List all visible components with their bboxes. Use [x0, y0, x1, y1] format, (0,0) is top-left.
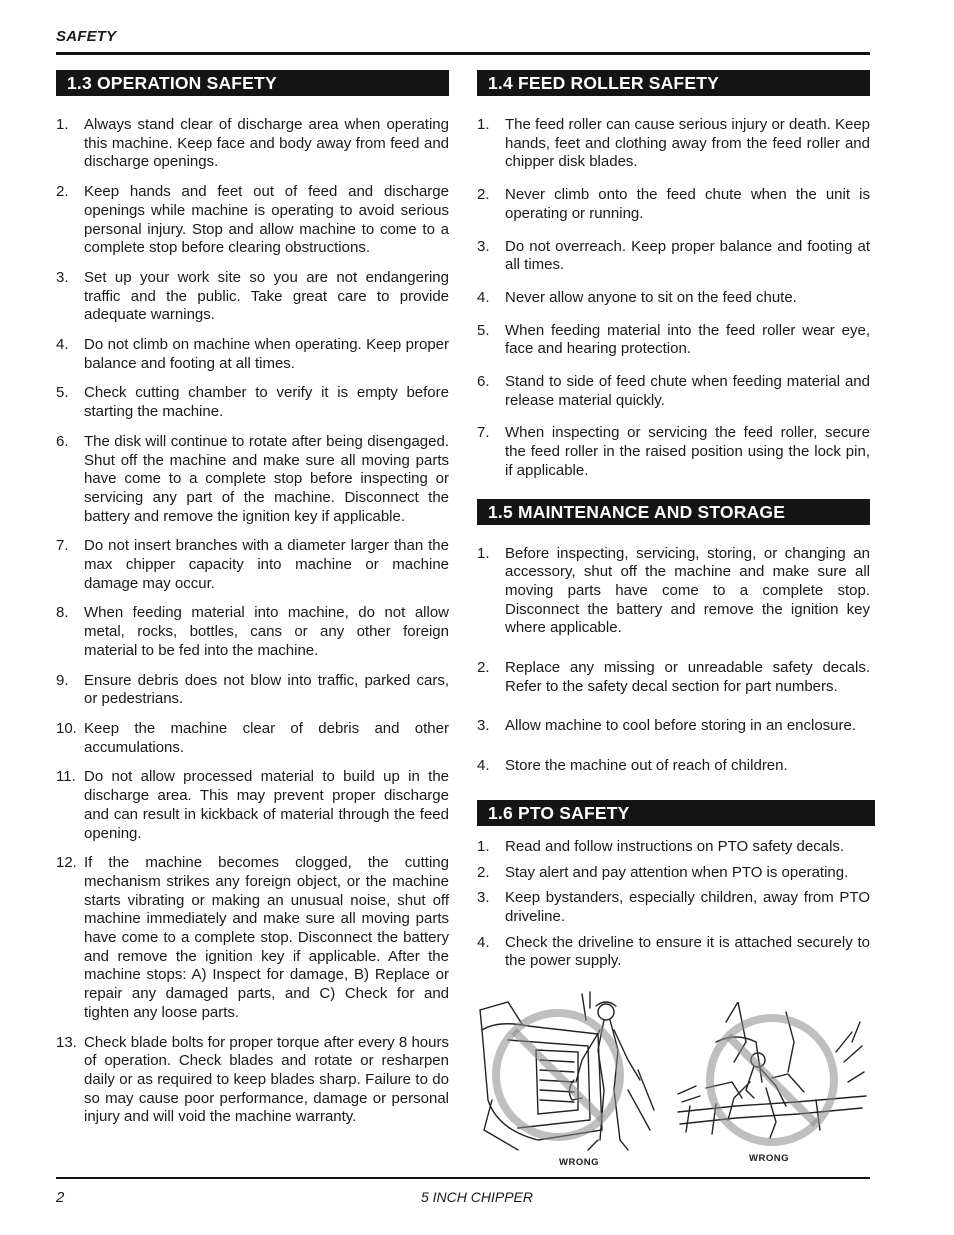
running-header: SAFETY: [56, 28, 117, 45]
list-item: [56, 1034, 449, 1128]
list-item-number: 11.: [56, 768, 76, 786]
list-item-number: 5.: [477, 321, 490, 339]
list-item-number: 1.: [477, 116, 490, 133]
list-item-number: 13.: [56, 1033, 77, 1051]
list-item: [477, 659, 870, 696]
illustration-wrong-reaching-into-chipper: [478, 990, 663, 1158]
list-item: [56, 183, 449, 258]
illustration-caption: WRONG: [749, 1153, 789, 1164]
list-item: [477, 289, 870, 308]
right-column: [477, 70, 870, 971]
list-item-text: Do not insert branches with a diameter larger than the max chipper capacity into machine or machine damage may occur.: [84, 537, 449, 592]
list-item: [56, 384, 449, 421]
list-item-number: 3.: [477, 717, 490, 735]
list-item: [477, 934, 870, 971]
list-item: [56, 433, 449, 527]
list-item-number: 3.: [56, 268, 69, 286]
list-item-number: 1.: [477, 837, 490, 855]
list-item-text: Never allow anyone to sit on the feed chute.: [505, 288, 797, 306]
page-number: 2: [56, 1189, 65, 1206]
list-item: [56, 116, 449, 172]
list-item-text: Allow machine to cool before storing in an enclosure.: [505, 717, 857, 735]
list-item-text: Replace any missing or unreadable safety decals. Refer to the safety decal section for part numbers.: [505, 659, 870, 695]
list-item-number: 1.: [56, 116, 69, 133]
list-item-number: 3.: [477, 237, 490, 255]
list-item-text: The feed roller can cause serious injury or death. Keep hands, feet and clothing away from the feed roller and chipper disk blades.: [505, 116, 870, 171]
list-item: [477, 838, 870, 857]
footer-rule: [56, 1177, 870, 1179]
list-item-number: 4.: [56, 336, 69, 354]
list-item-text: Do not allow processed material to build up in the discharge area. This may prevent proper discharge and can result in kickback of material through the feed opening.: [84, 768, 449, 842]
list-item-text: When inspecting or servicing the feed roller, secure the feed roller in the raised position using the lock pin, if applicable.: [505, 424, 870, 479]
list-item: [477, 889, 870, 926]
list-item-text: Check cutting chamber to verify it is empty before starting the machine.: [84, 384, 449, 421]
list-item-number: 10.: [56, 719, 77, 737]
illustration-caption: WRONG: [559, 1157, 599, 1168]
list-item: [56, 672, 449, 709]
list-item: [477, 424, 870, 480]
list-item: [477, 545, 870, 639]
list-item-text: Read and follow instructions on PTO safety decals.: [505, 837, 845, 855]
list-item: [56, 537, 449, 593]
list-item-text: Keep the machine clear of debris and other accumulations.: [84, 719, 449, 756]
list-item: [56, 720, 449, 757]
section-heading-operation-safety: 1.3 OPERATION SAFETY: [56, 70, 449, 96]
list-item-text: Store the machine out of reach of children.: [505, 757, 788, 775]
list-item: [477, 864, 870, 883]
list-item-number: 4.: [477, 288, 490, 306]
list-item: [56, 269, 449, 325]
list-item-number: 4.: [477, 757, 490, 775]
section-heading-pto-safety: 1.6 PTO SAFETY: [477, 800, 875, 826]
list-item-text: Always stand clear of discharge area when operating this machine. Keep face and body away from feed and discharge openings.: [84, 116, 449, 171]
list-item: [477, 373, 870, 410]
list-item-number: 8.: [56, 604, 69, 622]
list-item-number: 3.: [477, 889, 490, 907]
list-item-text: Never climb onto the feed chute when the unit is operating or running.: [505, 186, 870, 222]
list-item: [56, 854, 449, 1022]
list-item-text: Do not overreach. Keep proper balance and footing at all times.: [505, 237, 870, 274]
list-item-text: Keep bystanders, especially children, away from PTO driveline.: [505, 889, 870, 925]
list-item-number: 4.: [477, 933, 490, 951]
list-item-text: The disk will continue to rotate after being disengaged. Shut off the machine and make sure all moving parts have come to a complete stop before inspecting or servicing any part of the machine. Disconnect the battery and remove the ignition key if applicable.: [84, 432, 449, 525]
list-item-number: 12.: [56, 854, 77, 872]
list-item: [56, 768, 449, 843]
list-item-text: If the machine becomes clogged, the cutting mechanism strikes any foreign object, or the machine starts vibrating or making an unusual noise, shut off machine immediately and make sure all moving parts have come to a complete stop. Disconnect the battery and remove the ignition key if applicable. After the machine stops: A) Inspect for damage, B) Replace or repair any damaged parts, and C) Check for and tighten any loose parts.: [84, 854, 449, 1021]
list-item-number: 5.: [56, 384, 69, 402]
list-item-text: Stay alert and pay attention when PTO is operating.: [505, 863, 849, 881]
feed-roller-safety-list: [477, 116, 870, 481]
illustration-wrong-stepping-over-driveline: [676, 1002, 868, 1154]
list-item-text: Keep hands and feet out of feed and discharge openings while machine is operating to avoid serious personal injury. Stop and allow machine to come to a complete stop before clearing obstructions.: [84, 183, 449, 257]
list-item-text: Stand to side of feed chute when feeding material and release material quickly.: [505, 373, 870, 409]
list-item-text: Do not climb on machine when operating. Keep proper balance and footing at all times.: [84, 336, 449, 372]
list-item-number: 6.: [56, 432, 69, 450]
list-item-number: 2.: [56, 183, 69, 201]
list-item: [477, 322, 870, 359]
section-heading-maintenance-storage: 1.5 MAINTENANCE AND STORAGE: [477, 499, 870, 525]
header-rule: [56, 52, 870, 55]
list-item-number: 2.: [477, 659, 490, 677]
list-item-text: When feeding material into the feed roller wear eye, face and hearing protection.: [505, 321, 870, 358]
list-item-number: 6.: [477, 373, 490, 391]
list-item: [477, 116, 870, 172]
list-item: [477, 186, 870, 223]
list-item-number: 9.: [56, 671, 69, 689]
list-item: [477, 717, 870, 736]
list-item-number: 1.: [477, 544, 490, 562]
document-title: 5 INCH CHIPPER: [420, 1189, 534, 1205]
list-item-text: Check the driveline to ensure it is attached securely to the power supply.: [505, 933, 870, 970]
list-item: [477, 238, 870, 275]
list-item-number: 7.: [56, 537, 69, 555]
pto-safety-list: [477, 838, 870, 971]
list-item-text: Set up your work site so you are not endangering traffic and the public. Take great care to provide adequate warnings.: [84, 268, 449, 324]
list-item: [477, 757, 870, 776]
list-item-text: Ensure debris does not blow into traffic, parked cars, or pedestrians.: [84, 671, 449, 708]
list-item-number: 7.: [477, 424, 490, 442]
operation-safety-list: [56, 116, 449, 1127]
list-item-text: Check blade bolts for proper torque after every 8 hours of operation. Check blades and rotate or resharpen daily or as required to keep blades sharp. Failure to do so may cause poor performance, damage or personal injury and will void the machine warranty.: [84, 1033, 449, 1126]
list-item: [56, 336, 449, 373]
left-column: [56, 70, 449, 1127]
section-heading-feed-roller-safety: 1.4 FEED ROLLER SAFETY: [477, 70, 870, 96]
list-item-number: 2.: [477, 863, 490, 881]
list-item-text: When feeding material into machine, do not allow metal, rocks, bottles, cans or any other foreign material to be fed into the machine.: [84, 604, 449, 659]
maintenance-storage-list: [477, 545, 870, 776]
list-item-number: 2.: [477, 186, 490, 204]
list-item-text: Before inspecting, servicing, storing, or changing an accessory, shut off the machine and make sure all moving parts have come to a complete stop. Disconnect the battery and remove the ignition key where applicable.: [505, 544, 870, 637]
list-item: [56, 604, 449, 660]
